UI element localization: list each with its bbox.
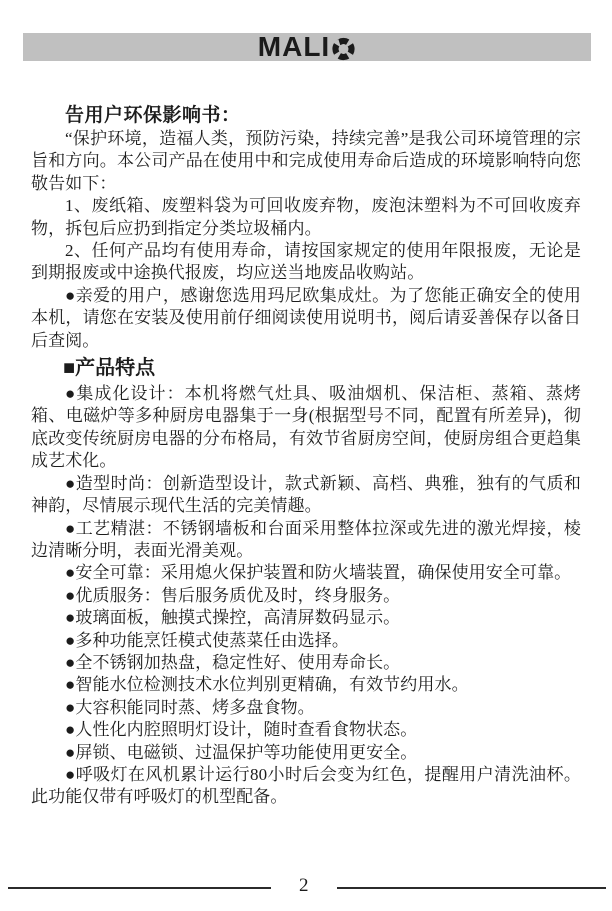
footer-rule-left bbox=[8, 887, 271, 889]
brand-wordmark: MALI bbox=[257, 31, 331, 62]
feature-item-water-level-detection: ●智能水位检测技术水位判别更精确，有效节约用水。 bbox=[65, 675, 469, 695]
feature-item-craftsmanship: ●工艺精湛：不锈钢墙板和台面采用整体拉深或先进的激光焊接，棱边清晰分明，表面光滑美观。 bbox=[31, 518, 581, 560]
feature-item-large-capacity: ●大容积能同时蒸、烤多盘食物。 bbox=[65, 697, 315, 717]
environment-paragraph-policy: “保护环境，造福人类，预防污染，持续完善”是我公司环境管理的宗旨和方向。本公司产品在使用中和完成使用寿命后造成的环境影响特向您敬告如下： bbox=[31, 129, 581, 193]
brand-band bbox=[23, 33, 591, 61]
feature-item-locks-protection: ●屏锁、电磁锁、过温保护等功能使用更安全。 bbox=[65, 742, 418, 762]
section-title-product-features: ■产品特点 bbox=[63, 357, 156, 380]
page-footer bbox=[8, 877, 606, 899]
footer-rule-right bbox=[337, 887, 607, 889]
feature-item-safety: ●安全可靠：采用熄火保护装置和防火墙装置，确保使用安全可靠。 bbox=[65, 563, 572, 583]
feature-item-stylish-design: ●造型时尚：创新造型设计，款式新颖、高档、典雅，独有的气质和神韵，尽情展示现代生活的完美情趣。 bbox=[31, 473, 581, 516]
feature-item-service: ●优质服务：售后服务质优及时，终身服务。 bbox=[65, 585, 401, 605]
brand-o-icon bbox=[331, 35, 356, 61]
feature-item-cavity-light: ●人性化内腔照明灯设计，随时查看食物状态。 bbox=[65, 720, 418, 740]
section-title-environment-notice: 告用户环保影响书： bbox=[65, 105, 241, 126]
page-content bbox=[31, 104, 581, 809]
feature-item-glass-panel: ●玻璃面板，触摸式操控，高清屏数码显示。 bbox=[65, 608, 401, 628]
environment-paragraph-recyclables: 1、废纸箱、废塑料袋为可回收废弃物，废泡沫塑料为不可回收废弃物，拆包后应扔到指定分类垃圾桶内。 bbox=[31, 196, 581, 238]
feature-item-heating-plate: ●全不锈钢加热盘，稳定性好、使用寿命长。 bbox=[65, 652, 401, 672]
feature-item-breathing-light: ●呼吸灯在风机累计运行80小时后会变为红色，提醒用户清洗油杯。此功能仅带有呼吸灯的机型配备。 bbox=[31, 764, 581, 807]
environment-paragraph-lifespan: 2、任何产品均有使用寿命，请按国家规定的使用年限报废，无论是到期报废或中途换代报废，均应送当地废品收购站。 bbox=[31, 241, 581, 283]
feature-item-cooking-modes: ●多种功能烹饪模式使蒸菜任由选择。 bbox=[65, 630, 349, 650]
dear-user-notice: ●亲爱的用户，感谢您选用玛尼欧集成灶。为了您能正确安全的使用本机，请您在安装及使用前仔细阅读使用说明书，阅后请妥善保存以备日后查阅。 bbox=[31, 285, 581, 350]
feature-item-integrated-design: ●集成化设计：本机将燃气灶具、吸油烟机、保洁柜、蒸箱、蒸烤箱、电磁炉等多种厨房电器集于一身(根据型号不同，配置有所差异)，彻底改变传统厨房电器的分布格局，有效节省厨房空间，使厨房组合更趋集成艺术化。 bbox=[31, 384, 581, 471]
brand-logo bbox=[258, 33, 356, 61]
page-number: 2 bbox=[299, 875, 309, 896]
